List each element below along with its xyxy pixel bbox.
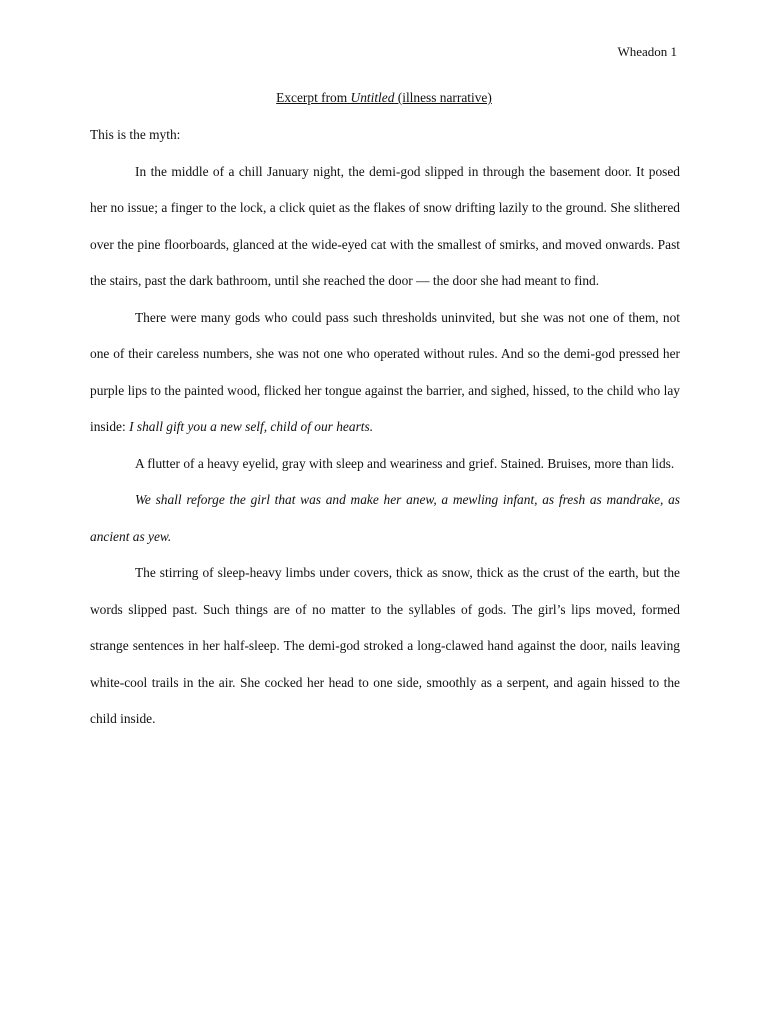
- paragraph-2-italic: I shall gift you a new self, child of our hearts.: [129, 419, 374, 434]
- document-body: [90, 117, 680, 738]
- paragraph-4: [90, 482, 680, 555]
- paragraph-4-italic: We shall reforge the girl that was and make her anew, a mewling infant, as fresh as mandrake, as ancient as yew.: [90, 492, 680, 544]
- paragraph-5: The stirring of sleep-heavy limbs under covers, thick as snow, thick as the crust of the earth, but the words slipped past. Such things are of no matter to the syllables of gods. The girl’s lips moved, formed strange sentences in her half-sleep. The demi-god stroked a long-clawed hand against the door, nails leaving white-cool trails in the air. She cocked her head to one side, smoothly as a serpent, and again hissed to the child inside.: [90, 565, 680, 726]
- title-work: Untitled: [350, 90, 395, 105]
- title-suffix: (illness narrative): [394, 90, 492, 105]
- paragraph-3: A flutter of a heavy eyelid, gray with sleep and weariness and grief. Stained. Bruises, more than lids.: [135, 455, 675, 471]
- paragraph-2-text: There were many gods who could pass such thresholds uninvited, but she was not one of them, not one of their careless numbers, she was not one who operated without rules. And so the demi-god pressed her purple lips to the painted wood, flicked her tongue against the barrier, and sighed, hissed, to the child who lay inside:: [90, 309, 680, 434]
- paragraph-2: [90, 300, 680, 446]
- title-underlined: [276, 90, 492, 105]
- paragraph-intro: This is the myth:: [90, 127, 181, 142]
- title-prefix: Excerpt from: [276, 90, 351, 105]
- document-title: [0, 90, 768, 106]
- running-head: Wheadon 1: [617, 44, 677, 59]
- paragraph-1: In the middle of a chill January night, the demi-god slipped in through the basement door. It posed her no issue; a finger to the lock, a click quiet as the flakes of snow drifting lazily to the ground. She slithered over the pine floorboards, glanced at the wide-eyed cat with the smallest of smirks, and moved onwards. Past the stairs, past the dark bathroom, until she reached the door — the door she had meant to find.: [90, 163, 680, 288]
